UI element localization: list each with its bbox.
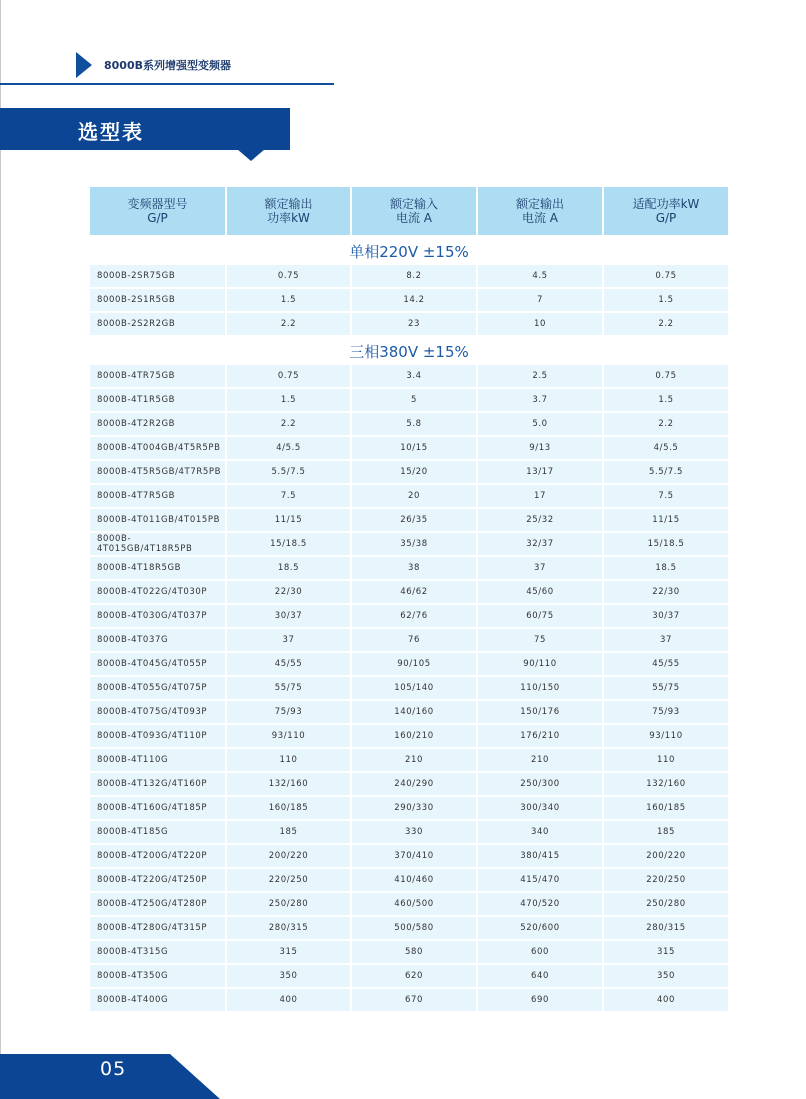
table-row bbox=[90, 437, 728, 461]
cell-matching-power: 132/160 bbox=[604, 773, 728, 797]
table-row bbox=[90, 289, 728, 313]
header-matching-power bbox=[604, 187, 728, 237]
cell-output-current: 300/340 bbox=[478, 797, 604, 821]
table-row bbox=[90, 365, 728, 389]
header-triangle-icon bbox=[76, 52, 92, 78]
cell-output-current: 520/600 bbox=[478, 917, 604, 941]
cell-model: 8000B-4T132G/4T160P bbox=[90, 773, 227, 797]
cell-matching-power: 11/15 bbox=[604, 509, 728, 533]
cell-input-current: 38 bbox=[352, 557, 478, 581]
table-row bbox=[90, 461, 728, 485]
header-model-line2: G/P bbox=[147, 211, 168, 225]
cell-matching-power: 2.2 bbox=[604, 313, 728, 337]
cell-matching-power: 1.5 bbox=[604, 289, 728, 313]
cell-model: 8000B-4T093G/4T110P bbox=[90, 725, 227, 749]
cell-model: 8000B-4T004GB/4T5R5PB bbox=[90, 437, 227, 461]
cell-output-current: 7 bbox=[478, 289, 604, 313]
cell-output-power: 1.5 bbox=[227, 289, 352, 313]
cell-output-current: 600 bbox=[478, 941, 604, 965]
table-row bbox=[90, 917, 728, 941]
cell-input-current: 410/460 bbox=[352, 869, 478, 893]
cell-matching-power: 1.5 bbox=[604, 389, 728, 413]
table-row bbox=[90, 581, 728, 605]
cell-matching-power: 37 bbox=[604, 629, 728, 653]
cell-output-current: 470/520 bbox=[478, 893, 604, 917]
cell-input-current: 210 bbox=[352, 749, 478, 773]
cell-input-current: 76 bbox=[352, 629, 478, 653]
cell-input-current: 620 bbox=[352, 965, 478, 989]
section-banner bbox=[0, 108, 290, 150]
cell-output-power: 55/75 bbox=[227, 677, 352, 701]
cell-matching-power: 200/220 bbox=[604, 845, 728, 869]
cell-output-power: 1.5 bbox=[227, 389, 352, 413]
cell-output-power: 220/250 bbox=[227, 869, 352, 893]
cell-output-current: 210 bbox=[478, 749, 604, 773]
cell-output-current: 340 bbox=[478, 821, 604, 845]
table-row bbox=[90, 509, 728, 533]
header-rated-output-power-line1: 额定输出 bbox=[264, 197, 313, 211]
cell-input-current: 240/290 bbox=[352, 773, 478, 797]
cell-model: 8000B-4T110G bbox=[90, 749, 227, 773]
header-rated-output-current-line2: 电流 A bbox=[521, 211, 559, 225]
cell-model: 8000B-4T045G/4T055P bbox=[90, 653, 227, 677]
table-row bbox=[90, 605, 728, 629]
cell-model: 8000B-4T160G/4T185P bbox=[90, 797, 227, 821]
header-rated-output-power bbox=[227, 187, 352, 237]
cell-matching-power: 0.75 bbox=[604, 265, 728, 289]
cell-output-power: 11/15 bbox=[227, 509, 352, 533]
cell-model: 8000B-2S2R2GB bbox=[90, 313, 227, 337]
table-row bbox=[90, 941, 728, 965]
table-row bbox=[90, 797, 728, 821]
cell-output-power: 132/160 bbox=[227, 773, 352, 797]
cell-output-current: 2.5 bbox=[478, 365, 604, 389]
cell-output-current: 45/60 bbox=[478, 581, 604, 605]
cell-matching-power: 315 bbox=[604, 941, 728, 965]
cell-input-current: 3.4 bbox=[352, 365, 478, 389]
cell-output-current: 10 bbox=[478, 313, 604, 337]
cell-output-current: 75 bbox=[478, 629, 604, 653]
cell-model: 8000B-4T280G/4T315P bbox=[90, 917, 227, 941]
cell-matching-power: 55/75 bbox=[604, 677, 728, 701]
table-row bbox=[90, 485, 728, 509]
cell-matching-power: 0.75 bbox=[604, 365, 728, 389]
header-rated-input-current-line1: 额定输入 bbox=[389, 197, 438, 211]
page-number: 05 bbox=[100, 1058, 127, 1080]
cell-matching-power: 7.5 bbox=[604, 485, 728, 509]
table-row bbox=[90, 869, 728, 893]
cell-output-power: 315 bbox=[227, 941, 352, 965]
cell-output-power: 2.2 bbox=[227, 313, 352, 337]
table-row bbox=[90, 725, 728, 749]
cell-output-current: 110/150 bbox=[478, 677, 604, 701]
cell-output-current: 690 bbox=[478, 989, 604, 1013]
cell-model: 8000B-4T075G/4T093P bbox=[90, 701, 227, 725]
cell-output-power: 5.5/7.5 bbox=[227, 461, 352, 485]
cell-matching-power: 18.5 bbox=[604, 557, 728, 581]
cell-output-power: 0.75 bbox=[227, 265, 352, 289]
cell-matching-power: 30/37 bbox=[604, 605, 728, 629]
cell-output-power: 400 bbox=[227, 989, 352, 1013]
cell-output-power: 37 bbox=[227, 629, 352, 653]
cell-model: 8000B-2S1R5GB bbox=[90, 289, 227, 313]
cell-output-power: 2.2 bbox=[227, 413, 352, 437]
table-row bbox=[90, 821, 728, 845]
table-row bbox=[90, 533, 728, 557]
section-row-title: 单相220V ±15% bbox=[90, 237, 728, 265]
cell-output-power: 75/93 bbox=[227, 701, 352, 725]
cell-model: 8000B-4T200G/4T220P bbox=[90, 845, 227, 869]
cell-output-power: 7.5 bbox=[227, 485, 352, 509]
header-rated-input-current bbox=[352, 187, 478, 237]
cell-output-current: 17 bbox=[478, 485, 604, 509]
table-header-row bbox=[90, 187, 728, 237]
cell-output-power: 45/55 bbox=[227, 653, 352, 677]
cell-model: 8000B-4T185G bbox=[90, 821, 227, 845]
cell-matching-power: 45/55 bbox=[604, 653, 728, 677]
cell-output-current: 90/110 bbox=[478, 653, 604, 677]
table-row bbox=[90, 893, 728, 917]
cell-model: 8000B-4T2R2GB bbox=[90, 413, 227, 437]
cell-matching-power: 280/315 bbox=[604, 917, 728, 941]
header-rated-output-current bbox=[478, 187, 604, 237]
cell-input-current: 290/330 bbox=[352, 797, 478, 821]
header-model bbox=[90, 187, 227, 237]
cell-output-power: 200/220 bbox=[227, 845, 352, 869]
cell-matching-power: 75/93 bbox=[604, 701, 728, 725]
cell-input-current: 23 bbox=[352, 313, 478, 337]
cell-input-current: 160/210 bbox=[352, 725, 478, 749]
cell-output-current: 4.5 bbox=[478, 265, 604, 289]
cell-input-current: 46/62 bbox=[352, 581, 478, 605]
cell-matching-power: 400 bbox=[604, 989, 728, 1013]
cell-model: 8000B-4T022G/4T030P bbox=[90, 581, 227, 605]
cell-model: 8000B-4T1R5GB bbox=[90, 389, 227, 413]
cell-model: 8000B-4T037G bbox=[90, 629, 227, 653]
cell-output-power: 30/37 bbox=[227, 605, 352, 629]
cell-model: 8000B-4TR75GB bbox=[90, 365, 227, 389]
table-row bbox=[90, 845, 728, 869]
cell-output-power: 110 bbox=[227, 749, 352, 773]
cell-output-current: 5.0 bbox=[478, 413, 604, 437]
cell-model: 8000B-4T015GB/4T18R5PB bbox=[90, 533, 227, 557]
cell-matching-power: 110 bbox=[604, 749, 728, 773]
cell-output-current: 13/17 bbox=[478, 461, 604, 485]
header-matching-power-line1: 适配功率kW bbox=[632, 197, 700, 211]
table-row bbox=[90, 677, 728, 701]
cell-model: 8000B-4T18R5GB bbox=[90, 557, 227, 581]
cell-input-current: 670 bbox=[352, 989, 478, 1013]
cell-input-current: 460/500 bbox=[352, 893, 478, 917]
cell-output-current: 3.7 bbox=[478, 389, 604, 413]
cell-output-current: 25/32 bbox=[478, 509, 604, 533]
cell-matching-power: 220/250 bbox=[604, 869, 728, 893]
cell-model: 8000B-4T220G/4T250P bbox=[90, 869, 227, 893]
cell-output-current: 415/470 bbox=[478, 869, 604, 893]
table-row bbox=[90, 749, 728, 773]
cell-input-current: 330 bbox=[352, 821, 478, 845]
cell-output-current: 37 bbox=[478, 557, 604, 581]
cell-matching-power: 185 bbox=[604, 821, 728, 845]
header-title: 8000B系列增强型变频器 bbox=[104, 59, 231, 72]
cell-matching-power: 93/110 bbox=[604, 725, 728, 749]
table-row bbox=[90, 557, 728, 581]
cell-input-current: 15/20 bbox=[352, 461, 478, 485]
cell-matching-power: 160/185 bbox=[604, 797, 728, 821]
header-rated-input-current-line2: 电流 A bbox=[395, 211, 433, 225]
cell-input-current: 105/140 bbox=[352, 677, 478, 701]
cell-model: 8000B-4T5R5GB/4T7R5PB bbox=[90, 461, 227, 485]
cell-matching-power: 350 bbox=[604, 965, 728, 989]
header-matching-power-line2: G/P bbox=[655, 211, 677, 225]
cell-model: 8000B-2SR75GB bbox=[90, 265, 227, 289]
cell-input-current: 90/105 bbox=[352, 653, 478, 677]
cell-model: 8000B-4T315G bbox=[90, 941, 227, 965]
cell-input-current: 62/76 bbox=[352, 605, 478, 629]
cell-output-power: 22/30 bbox=[227, 581, 352, 605]
cell-input-current: 140/160 bbox=[352, 701, 478, 725]
cell-matching-power: 5.5/7.5 bbox=[604, 461, 728, 485]
cell-model: 8000B-4T400G bbox=[90, 989, 227, 1013]
cell-model: 8000B-4T011GB/4T015PB bbox=[90, 509, 227, 533]
cell-output-power: 15/18.5 bbox=[227, 533, 352, 557]
cell-input-current: 20 bbox=[352, 485, 478, 509]
cell-input-current: 8.2 bbox=[352, 265, 478, 289]
section-row-title: 三相380V ±15% bbox=[90, 337, 728, 365]
table-row bbox=[90, 389, 728, 413]
table-row bbox=[90, 701, 728, 725]
cell-input-current: 26/35 bbox=[352, 509, 478, 533]
cell-matching-power: 4/5.5 bbox=[604, 437, 728, 461]
cell-output-current: 640 bbox=[478, 965, 604, 989]
cell-output-current: 32/37 bbox=[478, 533, 604, 557]
table-row bbox=[90, 629, 728, 653]
cell-input-current: 370/410 bbox=[352, 845, 478, 869]
cell-output-power: 280/315 bbox=[227, 917, 352, 941]
cell-input-current: 5.8 bbox=[352, 413, 478, 437]
cell-matching-power: 2.2 bbox=[604, 413, 728, 437]
cell-output-current: 9/13 bbox=[478, 437, 604, 461]
cell-input-current: 500/580 bbox=[352, 917, 478, 941]
table-row bbox=[90, 773, 728, 797]
cell-input-current: 10/15 bbox=[352, 437, 478, 461]
cell-model: 8000B-4T030G/4T037P bbox=[90, 605, 227, 629]
header-rule bbox=[0, 83, 334, 85]
table-row bbox=[90, 265, 728, 289]
cell-input-current: 14.2 bbox=[352, 289, 478, 313]
cell-output-current: 176/210 bbox=[478, 725, 604, 749]
header-model-line1: 变频器型号 bbox=[127, 197, 188, 211]
cell-model: 8000B-4T055G/4T075P bbox=[90, 677, 227, 701]
cell-output-power: 0.75 bbox=[227, 365, 352, 389]
cell-output-power: 4/5.5 bbox=[227, 437, 352, 461]
cell-matching-power: 22/30 bbox=[604, 581, 728, 605]
cell-output-power: 93/110 bbox=[227, 725, 352, 749]
cell-input-current: 5 bbox=[352, 389, 478, 413]
table-row bbox=[90, 313, 728, 337]
cell-output-power: 350 bbox=[227, 965, 352, 989]
cell-output-power: 18.5 bbox=[227, 557, 352, 581]
section-title: 选型表 bbox=[78, 120, 144, 144]
section-banner-notch bbox=[237, 149, 265, 161]
cell-output-power: 185 bbox=[227, 821, 352, 845]
cell-output-current: 60/75 bbox=[478, 605, 604, 629]
cell-output-power: 250/280 bbox=[227, 893, 352, 917]
cell-matching-power: 250/280 bbox=[604, 893, 728, 917]
cell-output-current: 380/415 bbox=[478, 845, 604, 869]
cell-model: 8000B-4T7R5GB bbox=[90, 485, 227, 509]
table-row bbox=[90, 989, 728, 1013]
table-row bbox=[90, 965, 728, 989]
cell-matching-power: 15/18.5 bbox=[604, 533, 728, 557]
table-row bbox=[90, 413, 728, 437]
cell-input-current: 580 bbox=[352, 941, 478, 965]
selection-table bbox=[90, 187, 728, 1013]
cell-input-current: 35/38 bbox=[352, 533, 478, 557]
cell-output-current: 250/300 bbox=[478, 773, 604, 797]
table-row bbox=[90, 653, 728, 677]
cell-output-power: 160/185 bbox=[227, 797, 352, 821]
cell-model: 8000B-4T350G bbox=[90, 965, 227, 989]
cell-model: 8000B-4T250G/4T280P bbox=[90, 893, 227, 917]
cell-output-current: 150/176 bbox=[478, 701, 604, 725]
header-rated-output-current-line1: 额定输出 bbox=[515, 197, 564, 211]
header-rated-output-power-line2: 功率kW bbox=[267, 211, 310, 225]
